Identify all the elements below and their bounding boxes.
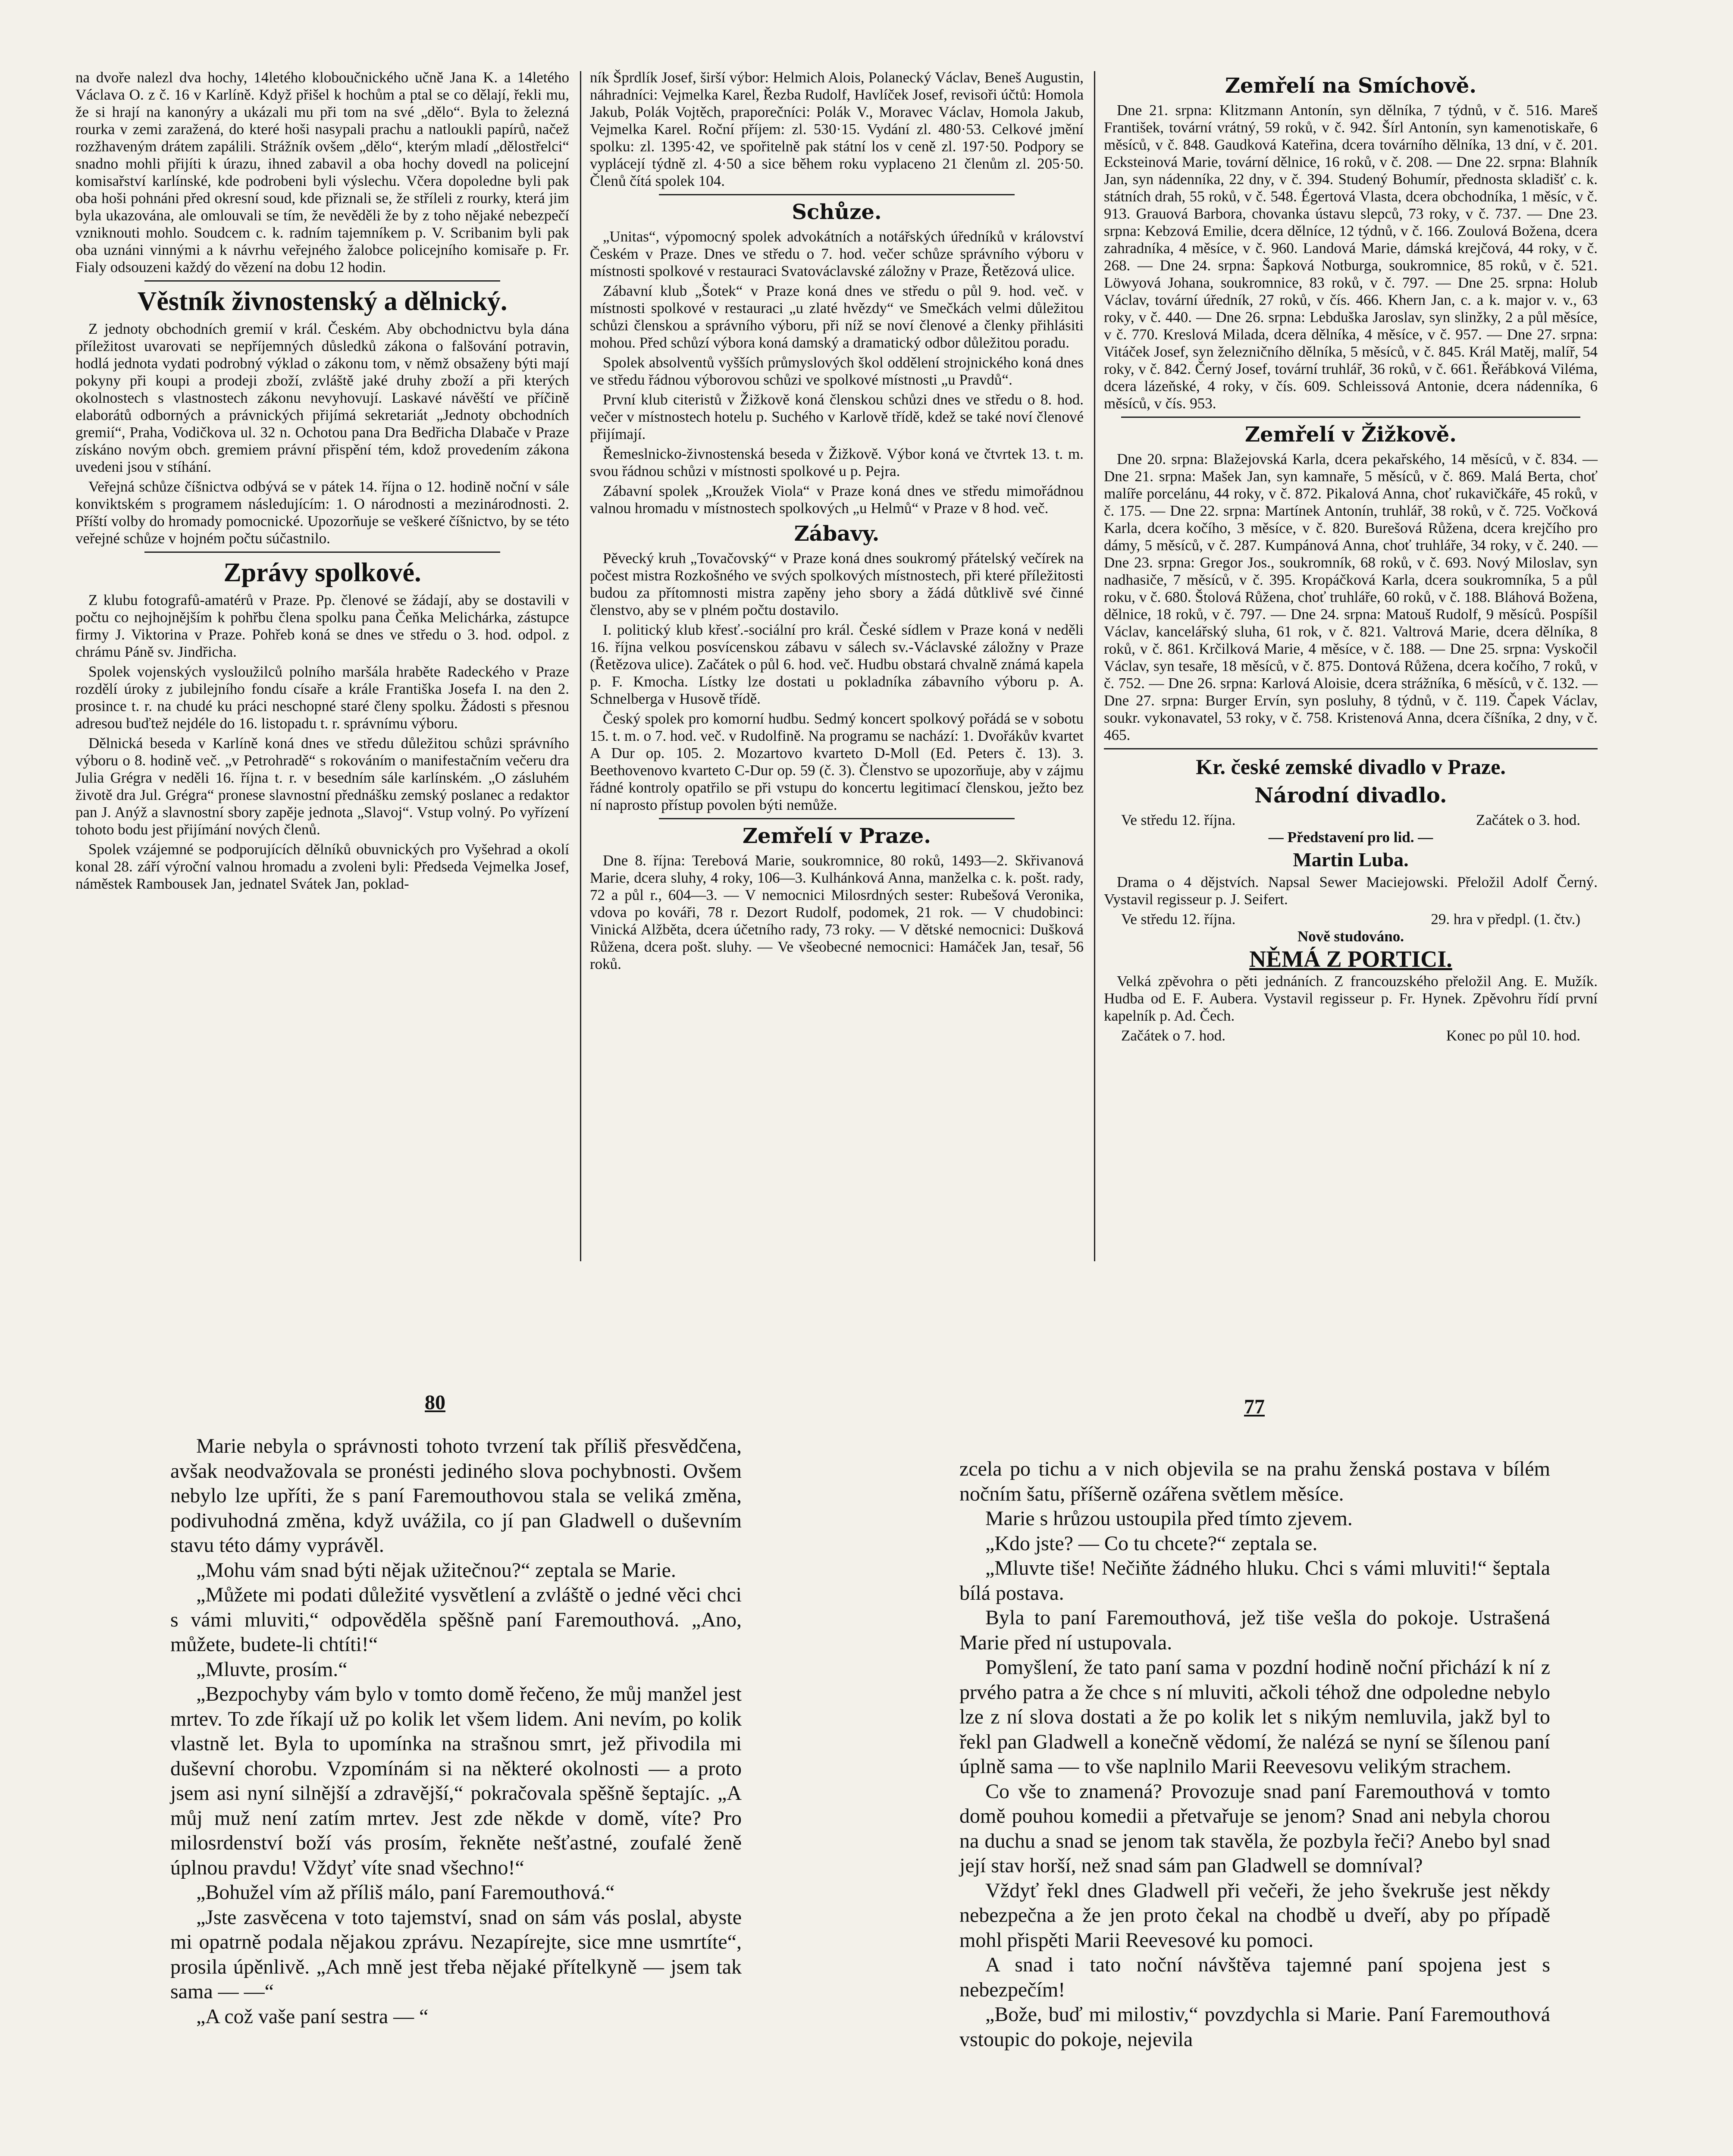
divider	[1104, 748, 1598, 749]
article-text: Český spolek pro komorní hudbu. Sedmý koncert spolkový pořádá se v sobotu 15. t. m. o 7. hod. več. v Rudolfině. Na programu se nachází: 1. Dvořákův kvartet A Dur op. 105. 2. Mozartovo kvarteto D-Moll (Ed. Peters č. 13). 3. Beethovenovo kvarteto C-Dur op. 59 (č. 3). Členstvo se upozorňuje, aby v zájmu řádné kontroly opatřilo se při vstupu do koncertu legitimací členskou, ježto bez ní naprosto přístup povolen býti nemůže.	[590, 710, 1084, 813]
book-paragraph: „Mluvte, prosím.“	[196, 1658, 348, 1681]
article-text: Veřejná schůze číšnictva odbývá se v pátek 14. října o 12. hodině noční v sále konviktském s programem následujícím: 1. O národnosti a mezinárodnosti. 2. Příští volby do hromady pomocnické. Upozorňuje se veškeré číšnictvo, by se této veřejné schůze v hojném počtu súčastnilo.	[75, 478, 569, 547]
article-text: Z jednoty obchodních gremií v král. Českém. Aby obchodnictvu byla dána příležitost uvarovati se nepříjemných důsledků zákona o falšování potravin, hodlá jednota vydati podrobný výklad o zákonu tom, v němž obsaženy býti mají pokyny při koupi a prodeji zboží, zvláště jaké druhy zboží a při kterých okolnostech s vlastnostech zákonu nevyhovují. Laskavé návěští ve příčině elaborátů odborných a právnických přijímá sekretariát „Jednoty obchodních gremií“, Praha, Vodičkova ul. 32 n. Ochotou pana Dra Bedřicha Dlabače v Praze získáno novým obch. gremiem právní přispění tém, kdož provedením zákona uvedeni jsou v stíhání.	[75, 320, 569, 475]
section-heading: Věstník živnostenský a dělnický.	[137, 287, 508, 316]
section-heading: Zábavy.	[794, 522, 880, 546]
book-paragraph: A snad i tato noční návštěva tajemné paní spojena jest s nebezpečím!	[959, 1953, 1550, 2001]
news-column-3	[1104, 69, 1598, 1044]
section-heading: Zemřelí na Smíchově.	[1225, 74, 1477, 98]
article-text: I. politický klub křesť.-sociální pro král. České sídlem v Praze koná v neděli 16. října velkou posvícenskou zábavu v sálech sv.-Václavské záložny v Praze (Řetězova ulice). Začátek o půl 6. hod. več. Hudbu obstará chvalně známá kapela p. F. Kmocha. Lístky lze dostati u pokladníka zábavního výboru p. A. Schnelberga v Husově třídě.	[590, 621, 1084, 707]
performance-date-row	[1104, 911, 1598, 928]
article-text: Dne 8. října: Terebová Marie, soukromnice, 80 roků, 1493—2. Skřivanová Marie, dcera sluhy, 4 roky, 106—3. Kulhánková Anna, manželka c. k. pošt. rady, 72 a půl r., 604—3. — V nemocnici Milosrdných sester: Rubešová Veronika, vdova po kováři, 78 r. Dezort Rudolf, podomek, 21 rok. — V chudobinci: Vinická Alžběta, dcera účetního rady, 73 roky. — V dětské nemocnici: Dušková Růžena, dcera pošt. sluhy. — Ve všeobecné nemocnici: Hamáček Jan, tesař, 56 roků.	[590, 852, 1084, 972]
theatre-subtitle: Národní divadlo.	[1254, 783, 1447, 808]
article-text: Zábavní klub „Šotek“ v Praze koná dnes ve středu o půl 9. hod. več. v místnosti spolkové v restauraci „u zlaté hvězdy“ ve Smečkách velmi důležitou schůzi členskou a správního výboru, při níž se noví členové a členky přihlásiti mohou. Před schůzí výbora koná damský a dramatický odbor důležitou poradu.	[590, 282, 1084, 351]
divider	[659, 818, 1015, 819]
article-text: Dělnická beseda v Karlíně koná dnes ve středu důležitou schůzi správního výboru o 8. hodině več. „v Petrohradě“ s rokováním o manifestačním večeru dra Julia Grégra v neděli 16. října t. r. v besedním sále karlínském. „O zásluhém životě dra Jul. Grégra“ pronese slavnostní přednášku zemský poslanec a redaktor pan J. Anýž a slavnostní sbory zapěje jednota „Slavoj“. Vstup volný. Po vyřízení tohoto bodu jest přijímání nových členů.	[75, 735, 569, 838]
book-left-page	[170, 1434, 742, 2029]
book-paragraph: Pomyšlení, že tato paní sama v pozdní hodině noční přichází k ní z prvého patra a že chce s ní mluviti, ačkoli téhož dne odpoledne nebylo lze z ní slova dostati a že po kolik let s nikým nemluvila, jakž byl to řekl pan Gladwell a konečně vědomí, že nalézá se nyní se šílenou paní úplně sama — to vše naplnilo Marii Reevesovu velikým strachem.	[959, 1656, 1550, 1778]
article-text: ník Šprdlík Josef, širší výbor: Helmich Alois, Polanecký Václav, Beneš Augustin, náhradníci: Vejmelka Karel, Řezba Rudolf, Havlíček Josef, revisoři účtů: Homola Jakub, Polák Vojtěch, praporečníci: Polák V., Moravec Václav, Homola Jakub, Vejmelka Karel. Roční příjem: zl. 530·15. Vydání zl. 480·53. Celkové jmění spolku: zl. 1395·42, ve spořitelně pak státní los v ceně zl. 197·50. Podpory se vyplácejí týdně zl. 4·50 a sice během roku vyplaceno 21 členům zl. 205·50. Členů čítá spolek 104.	[590, 69, 1084, 189]
book-paragraph: „Bohužel vím až příliš málo, paní Faremouthová.“	[196, 1881, 615, 1904]
performance-start: Začátek o 3. hod.	[1476, 812, 1580, 828]
divider	[144, 552, 500, 553]
section-heading: Zprávy spolkové.	[223, 558, 421, 587]
section-heading: Schůze.	[792, 200, 882, 224]
performance-note: Nově studováno.	[1297, 928, 1404, 945]
performance-times	[1104, 1027, 1598, 1044]
divider	[659, 194, 1015, 195]
play-description: Velká zpěvohra o pěti jednáních. Z francouzského přeložil Ang. E. Mužík. Hudba od E. F. Aubera. Vystavil regisseur p. Fr. Hynek. Zpěvohru řídí první kapelník p. Ad. Čech.	[1104, 973, 1598, 1024]
column-rule	[580, 71, 581, 1261]
article-text: První klub citeristů v Žižkově koná členskou schůzi dnes ve středu o 8. hod. večer v místnostech hotelu p. Suchého v Karlově třídě, kdež se také noví členové přijímají.	[590, 391, 1084, 442]
article-text: Spolek vzájemné se podporujících dělníků obuvnických pro Vyšehrad a okolí konal 28. září výroční valnou hromadu a zvoleni byli: Předseda Vejmelka Josef, náměstek Rambousek Jan, jednatel Svátek Jan, poklad-	[75, 841, 569, 892]
performance-note: — Představení pro lid. —	[1268, 829, 1433, 846]
book-paragraph: zcela po tichu a v nich objevila se na prahu ženská postava v bílém nočním šatu, příšerně ozářena světlem měsíce.	[959, 1457, 1550, 1505]
play-title: NĚMÁ Z PORTICI.	[1249, 946, 1452, 972]
book-paragraph: „Mluvte tiše! Nečiňte žádného hluku. Chci s vámi mluviti!“ šeptala bílá postava.	[959, 1557, 1550, 1604]
book-paragraph: Marie nebyla o správnosti tohoto tvrzení tak příliš přesvědčena, avšak neodvažovala se pronésti jediného slova pochybnosti. Ovšem nebylo lze upříti, že s paní Faremouthovou stala se veliká změna, podivuhodná změna, když uvážila, co jí pan Gladwell o duševním stavu této dámy vyprávěl.	[170, 1435, 742, 1557]
book-paragraph: „Bezpochyby vám bylo v tomto domě řečeno, že můj manžel jest mrtev. To zde říkají už po kolik let všem lidem. Ani nevím, po kolik vlastně let. Byla to upomínka na strašnou smrt, jež přivodila mi duševní chorobu. Vzpomínám si na některé okolnosti — a proto jsem asi nyní silnější a zdravější,“ pokračovala spěšně šeptajíc. „A můj muž není zatím mrtev. Jest zde někde v domě, víte? Pro milosrdenství boží vás prosím, řekněte nešťastné, zoufalé ženě úplnou pravdu! Vždyť víte snad všechno!“	[170, 1683, 742, 1879]
book-paragraph: „A což vaše paní sestra — “	[196, 2005, 429, 2028]
play-title: Martin Luba.	[1293, 849, 1409, 871]
article-text: Spolek vojenských vysloužilců polního maršála hraběte Radeckého v Praze rozdělí úroky z jubilejního fondu císaře a krále Františka Josefa I. na den 2. prosince t. r. na chudé ku práci neschopné staré členy spolku. Žádosti s přesnou adresou buďtež nejdéle do 16. listopadu t. r. správnímu výboru.	[75, 663, 569, 732]
news-column-2	[590, 69, 1084, 975]
book-right-page	[959, 1457, 1550, 2052]
book-paragraph: Co vše to znamená? Provozuje snad paní Faremouthová v tomto domě pouhou komedii a přetvařuje se jenom? Snad ani nebyla chorou na duchu a snad se jenom tak stavěla, že pozbyla řeči? Anebo byl snad její stav horší, než snad sám pan Gladwell se domníval?	[959, 1780, 1550, 1877]
book-paragraph: „Můžete mi podati důležité vysvětlení a zvláště o jedné věci chci s vámi mluviti,“ odpověděla spěšně paní Faremouthová. „Ano, můžete, budete-li chtíti!“	[170, 1583, 742, 1656]
book-paragraph: „Bože, buď mi milostiv,“ povzdychla si Marie. Paní Faremouthová vstoupic do pokoje, nejevila	[959, 2003, 1550, 2051]
divider	[1121, 417, 1580, 418]
left-page-number: 80	[425, 1391, 445, 1414]
performance-date: Ve středu 12. října.	[1121, 812, 1236, 828]
article-text: Pěvecký kruh „Tovačovský“ v Praze koná dnes soukromý přátelský večírek na počest mistra Rozkošného ve svých spolkových místnostech, při které příležitosti budou za přítomnosti mistra zapěny jeho sbory a žádá důtklivě své činné členstvo, aby se v plném počtu dostavilo.	[590, 550, 1084, 618]
performance-start: Začátek o 7. hod.	[1121, 1027, 1225, 1044]
article-text: Řemeslnicko-živnostenská beseda v Žižkově. Výbor koná ve čtvrtek 13. t. m. svou řádnou schůzi v místnosti spolkové u p. Pejra.	[590, 445, 1084, 479]
book-paragraph: Marie s hrůzou ustoupila před tímto zjevem.	[985, 1507, 1353, 1530]
performance-date: Ve středu 12. října.	[1121, 911, 1236, 928]
play-description: Drama o 4 dějstvích. Napsal Sewer Maciejowski. Přeložil Adolf Černý. Vystavil regisseur p. J. Seifert.	[1104, 874, 1598, 908]
section-heading: Zemřelí v Praze.	[743, 824, 931, 848]
performance-end: Konec po půl 10. hod.	[1446, 1027, 1580, 1044]
article-text: Spolek absolventů vyšších průmyslových škol oddělení strojnického koná dnes ve středu řádnou výborovou schůzi ve spolkové místnosti „u Pravdů“.	[590, 354, 1084, 388]
section-heading: Zemřelí v Žižkově.	[1245, 423, 1457, 447]
news-column-1	[75, 69, 569, 895]
book-paragraph: „Jste zasvěcena v toto tajemství, snad on sám vás poslal, abyste mi opatrně podala nějakou zprávu. Nezapírejte, sice mne usmrtíte“, prosila úpěnlivě. „Ach mně jest třeba nějaké přítelkyně — jsem tak sama — —“	[170, 1905, 742, 2003]
theatre-title: Kr. české zemské divadlo v Praze.	[1196, 755, 1506, 779]
article-text: „Unitas“, výpomocný spolek advokátních a notářských úředníků v království Českém v Praze. Dnes ve středu o 7. hod. večer schůze správního výboru v místnosti spolkové v restauraci Svatováclavské záložny v Praze, Řetězová ulice.	[590, 228, 1084, 279]
right-page-number: 77	[1244, 1395, 1265, 1418]
column-rule	[1094, 71, 1095, 1261]
article-text: Dne 21. srpna: Klitzmann Antonín, syn dělníka, 7 týdnů, v č. 516. Mareš František, tovární vrátný, 59 roků, v č. 942. Šírl Antonín, syn kamenotiskaře, 6 měsíců, v č. 848. Gaudková Kateřina, dcera továrního dělníka, 13 dní, v č. 201. Ecksteinová Marie, tovární dělnice, 16 roků, v č. 208. — Dne 22. srpna: Blahník Jan, syn nádenníka, 22 dny, v č. 394. Studený Bohumír, přednosta skladišť c. k. státních drah, 55 roků, v č. 548. Égertová Vlasta, dcera obchodníka, 1 měsíc, v č. 913. Grauová Barbora, chovanka ústavu slepců, 73 roky, v č. 737. — Dne 23. srpna: Kebzová Emilie, dcera dělníce, 12 týdnů, v č. 166. Zoulová Božena, dcera zahradníka, 4 měsíce, v č. 960. Landová Marie, dámská krejčová, 44 roky, v č. 268. — Dne 24. srpna: Šapková Notburga, soukromnice, 85 roků, v č. 521. Löwyová Johana, soukromnice, 83 roků, v č. 797. — Dne 25. srpna: Holub Václav, tovární úředník, 27 roků, v čís. 466. Khern Jan, c. a k. major v. v., 63 roky, v č. 440. — Dne 26. srpna: Lebduška Jaroslav, syn slinžky, 2 a půl měsíce, v č. 770. Kreslová Milada, dcera dělníka, 4 měsíce, v č. 957. — Dne 27. srpna: Vitáček Josef, syn železničního dělníka, 5 měsíců, v č. 845. Král Matěj, malíř, 54 roky, v č. 842. Černý Josef, tovární truhlář, 36 roků, v č. 661. Řeřábková Viléma, dcera lázeňské, 4 roky, v čís. 609. Schleissová Antonie, dcera nádenníka, 6 měsíců, v čís. 953.	[1104, 102, 1598, 412]
book-paragraph: „Mohu vám snad býti nějak užitečnou?“ zeptala se Marie.	[196, 1558, 676, 1582]
article-text: Zábavní spolek „Kroužek Viola“ v Praze koná dnes ve středu mimořádnou valnou hromadu v místnostech spolkových „u Helmů“ v Praze v 8 hod. več.	[590, 483, 1084, 517]
book-paragraph: „Kdo jste? — Co tu chcete?“ zeptala se.	[985, 1532, 1318, 1555]
book-paragraph: Byla to paní Faremouthová, jež tiše vešla do pokoje. Ustrašená Marie před ní ustupovala.	[959, 1606, 1550, 1654]
article-text: na dvoře nalezl dva hochy, 14letého kloboučnického učně Jana K. a 14letého Václava O. z č. 16 v Karlíně. Když přišel k hochům a ptal se co dělají, řekli mu, že si hrají na kanonýry a ukázali mu při tom na své „dělo“. Byla to železná rourka v zemi zaražená, do které hoši nasypali prachu a natloukli papírů, načež rozžhaveným drátem zapálili. Strážník ovšem „dělo“, kterým mladí „dělostřelci“ snadno mohli přijíti k úrazu, ihned zabavil a oba hochy dovedl na policejní komisařství karlínské, kde podrobeni byli výslechu. Včera dopoledne byli pak oba hoši pohnáni před okresní soud, kde přiznali se, že stříleli z rourky, která jim byla ukazována, ale omlouvali se tím, že nevěděli že by z toho nějaké nebezpečí vzniknouti mohlo. Soudcem c. k. radním tajemníkem p. V. Scribanim byli pak oba uznáni vinnými a k návrhu veřejného žalobce policejního komisaře p. Fr. Fialy odsouzeni každý do vězení na dobu 12 hodin.	[75, 69, 569, 276]
article-text: Z klubu fotografů-amatérů v Praze. Pp. členové se žádají, aby se dostavili v počtu co nejhojnějším k pohřbu člena spolku pana Čeňka Melichárka, zástupce firmy J. Viktorina v Praze. Pohřeb koná se dnes ve středu o 3. hod. odpol. z chrámu Páně sv. Jindřicha.	[75, 592, 569, 660]
subscription-info: 29. hra v předpl. (1. čtv.)	[1431, 911, 1580, 928]
article-text: Dne 20. srpna: Blažejovská Karla, dcera pekařského, 14 měsíců, v č. 834. — Dne 21. srpna: Mašek Jan, syn kamnaře, 5 měsíců, v č. 869. Malá Berta, choť malíře porcelánu, 44 roky, v č. 872. Pikalová Anna, choť rukavičkáře, 45 roků, v č. 175. — Dne 22. srpna: Martínek Antonín, truhlář, 38 roků, v č. 725. Vočková Karla, dcera kočího, 3 měsíce, v č. 820. Burešová Růžena, dcera krejčího pro dámy, 5 měsíců, v č. 287. Kumpánová Anna, choť truhláře, 34 roky, v č. 240. — Dne 23. srpna: Gregor Jos., soukromník, 68 roků, v č. 693. Nový Miloslav, syn nadhasiče, 7 měsíců, v č. 395. Kropáčková Karla, dcera soukromníka, 5 a půl roku, v č. 680. Štolová Růžena, choť truhláře, 60 roků, v č. 188. Bláhová Božena, dělnice, 18 roků, v č. 797. — Dne 24. srpna: Matouš Rudolf, 9 měsíců. Pospíšil Václav, kancelářský sluha, 61 rok, v č. 821. Valtrová Marie, dcera dělníka, 8 roků, v č. 861. Krčilková Marie, 4 měsíce, v č. 188. — Dne 25. srpna: Vyskočil Václav, syn tesaře, 18 měsíců, v č. 875. Dontová Růžena, dcera kočího, 7 roků, v č. 752. — Dne 26. srpna: Karlová Aloisie, dcera strážníka, 6 měsíců, v č. 132. — Dne 27. srpna: Burger Ervín, syn posluhy, 8 týdnů, v č. 119. Čapek Václav, soukr. vykonavatel, 53 roky, v č. 758. Kristenová Anna, dcera číšníka, 2 dny, v č. 465.	[1104, 451, 1598, 743]
book-paragraph: Vždyť řekl dnes Gladwell při večeři, že jeho švekruše jest někdy nebezpečna a že jen proto čekal na chodbě u dveří, aby po případě mohl přispěti Marii Reevesové ku pomoci.	[959, 1879, 1550, 1952]
performance-date-row	[1104, 812, 1598, 829]
divider	[144, 280, 500, 282]
